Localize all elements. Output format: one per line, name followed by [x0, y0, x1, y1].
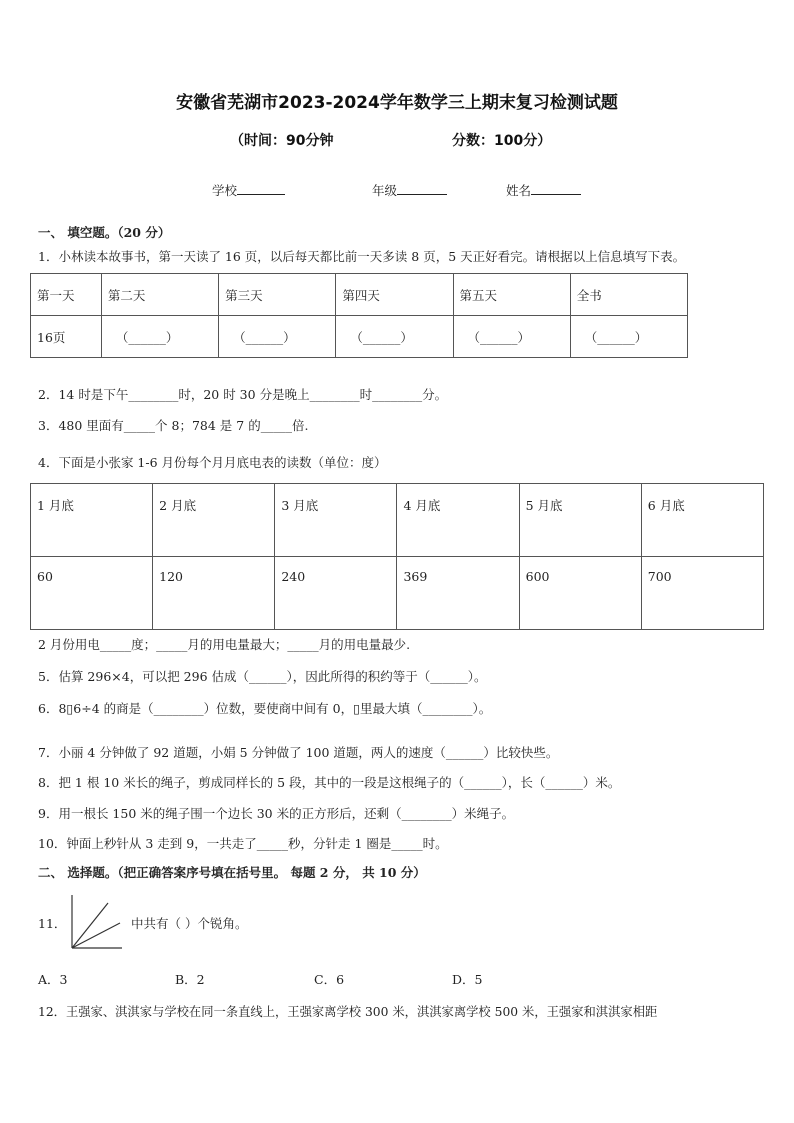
grade-blank[interactable] [397, 182, 447, 195]
reading-answer-blank[interactable]: （______） [219, 316, 336, 358]
reading-table-value-row [31, 316, 688, 358]
meter-value-cell: 369 [397, 557, 519, 630]
reading-table [30, 273, 688, 358]
section-choice-title: 二、 选择题。（把正确答案序号填在括号里。 每题 2 分， 共 10 分） [38, 865, 426, 880]
name-blank[interactable] [531, 182, 581, 195]
reading-header-cell: 第四天 [336, 274, 453, 316]
section-fill-in-title: 一、 填空题。（20 分） [38, 225, 171, 240]
meter-header-cell: 3 月底 [275, 484, 397, 557]
school-blank[interactable] [237, 182, 285, 195]
meter-table-value-row [31, 557, 764, 630]
grade-field[interactable] [372, 181, 447, 199]
option-a[interactable]: A．3 [38, 972, 68, 987]
reading-answer-blank[interactable]: （______） [101, 316, 218, 358]
angle-ray-lower [72, 923, 120, 948]
question-4: 4．下面是小张家 1-6 月份每个月月底电表的读数（单位：度） [38, 455, 387, 470]
exam-score: 分数：100分） [452, 133, 552, 149]
option-b[interactable]: B．2 [175, 972, 205, 987]
question-4-followup: 2 月份用电_____度；_____月的用电量最大；_____月的用电量最少. [38, 637, 411, 652]
question-9: 9．用一根长 150 米的绳子围一个边长 30 米的正方形后，还剩（________）米绳子。 [38, 806, 515, 821]
reading-header-cell: 第二天 [101, 274, 218, 316]
question-1: 1．小林读本故事书，第一天读了 16 页，以后每天都比前一天多读 8 页，5 天正好看完。请根据以上信息填写下表。 [38, 249, 686, 264]
reading-header-cell: 第五天 [453, 274, 570, 316]
question-8: 8．把 1 根 10 米长的绳子，剪成同样长的 5 段，其中的一段是这根绳子的（______），长（______）米。 [38, 775, 621, 790]
meter-value-cell: 120 [153, 557, 275, 630]
reading-header-cell: 全书 [570, 274, 687, 316]
meter-value-cell: 600 [519, 557, 641, 630]
school-field[interactable] [212, 181, 285, 199]
meter-value-cell: 700 [641, 557, 763, 630]
meter-header-cell: 2 月底 [153, 484, 275, 557]
reading-value-cell: 16页 [31, 316, 102, 358]
exam-time: （时间：90分钟 [230, 133, 334, 149]
question-2: 2．14 时是下午________时，20 时 30 分是晚上________时________分。 [38, 387, 448, 402]
meter-header-cell: 1 月底 [31, 484, 153, 557]
question-11: 中共有（ ）个锐角。 [131, 916, 248, 931]
question-6: 6．8▯6÷4 的商是（________）位数，要使商中间有 0，▯里最大填（________）。 [38, 701, 492, 716]
grade-label: 年级 [372, 183, 398, 198]
question-3: 3．480 里面有_____个 8；784 是 7 的_____倍. [38, 418, 309, 433]
reading-answer-blank[interactable]: （______） [570, 316, 687, 358]
question-11-number: 11． [38, 916, 67, 931]
reading-header-cell: 第三天 [219, 274, 336, 316]
reading-table-header-row [31, 274, 688, 316]
school-label: 学校 [212, 183, 238, 198]
name-field[interactable] [506, 181, 581, 199]
question-10: 10．钟面上秒针从 3 走到 9，一共走了_____秒，分针走 1 圈是_____时。 [38, 836, 448, 851]
angle-ray-upper [72, 903, 108, 948]
option-d[interactable]: D．5 [452, 972, 483, 987]
meter-header-cell: 4 月底 [397, 484, 519, 557]
name-label: 姓名 [506, 183, 532, 198]
meter-table [30, 483, 764, 630]
reading-header-cell: 第一天 [31, 274, 102, 316]
meter-table-header-row [31, 484, 764, 557]
reading-answer-blank[interactable]: （______） [453, 316, 570, 358]
exam-title: 安徽省芜湖市2023-2024学年数学三上期末复习检测试题 [176, 93, 618, 113]
meter-header-cell: 5 月底 [519, 484, 641, 557]
question-7: 7．小丽 4 分钟做了 92 道题，小娟 5 分钟做了 100 道题，两人的速度（______）比较快些。 [38, 745, 559, 760]
option-c[interactable]: C．6 [314, 972, 345, 987]
reading-answer-blank[interactable]: （______） [336, 316, 453, 358]
question-12: 12．王强家、淇淇家与学校在同一条直线上，王强家离学校 300 米，淇淇家离学校 500 米，王强家和淇淇家相距 [38, 1005, 658, 1019]
angle-figure [68, 893, 124, 951]
meter-value-cell: 240 [275, 557, 397, 630]
meter-header-cell: 6 月底 [641, 484, 763, 557]
meter-value-cell: 60 [31, 557, 153, 630]
question-5: 5．估算 296×4，可以把 296 估成（______），因此所得的积约等于（______）。 [38, 669, 487, 684]
